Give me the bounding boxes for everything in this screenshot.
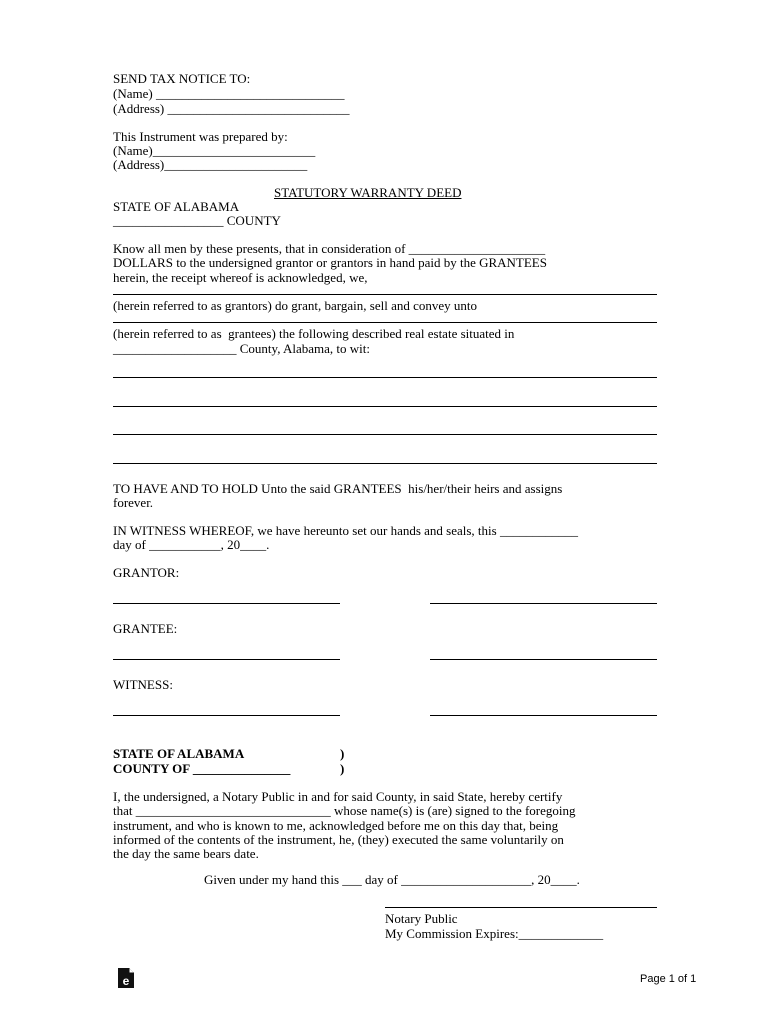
notary-signature-line [385, 907, 657, 908]
legal-description-rule-4 [113, 463, 657, 464]
grantee-signature-line-1 [113, 659, 340, 660]
notary-state-paren: ) [340, 746, 345, 761]
tax-notice-name-field: (Name) _____________________________ [113, 86, 345, 101]
notary-county-paren: ) [340, 761, 345, 776]
notary-text-line-3: instrument, and who is known to me, acknowledged before me on this day that, being [113, 818, 559, 833]
notary-text-line-2: that ______________________________ whose name(s) is (are) signed to the foregoing [113, 803, 576, 818]
grantor-label: GRANTOR: [113, 565, 180, 580]
prepared-by-heading: This Instrument was prepared by: [113, 129, 288, 144]
state-line: STATE OF ALABAMA [113, 199, 240, 214]
notary-text-line-4: informed of the contents of the instrument, he, (they) executed the same voluntarily on [113, 832, 564, 847]
given-under-hand-line: Given under my hand this ___ day of ____________________, 20____. [204, 872, 580, 887]
county-wit-line: ___________________ County, Alabama, to wit: [113, 341, 370, 356]
grantee-label: GRANTEE: [113, 621, 178, 636]
grantor-signature-line-2 [430, 603, 657, 604]
svg-text:e: e [122, 974, 130, 988]
document-title: STATUTORY WARRANTY DEED [274, 185, 462, 200]
consideration-line-1: Know all men by these presents, that in consideration of _____________________ [113, 241, 546, 256]
grantees-clause: (herein referred to as grantees) the following described real estate situated in [113, 326, 515, 341]
habendum-line-1: TO HAVE AND TO HOLD Unto the said GRANTEES his/her/their heirs and assigns [113, 481, 563, 496]
notary-county: COUNTY OF _______________ [113, 761, 291, 776]
notary-state: STATE OF ALABAMA [113, 746, 245, 761]
grantors-name-rule [113, 294, 657, 295]
grantee-signature-line-2 [430, 659, 657, 660]
prepared-by-address-field: (Address)______________________ [113, 157, 308, 172]
eforms-logo-icon [116, 967, 136, 989]
grantors-clause: (herein referred to as grantors) do grant, bargain, sell and convey unto [113, 298, 477, 313]
page-number: Page 1 of 1 [640, 973, 697, 985]
legal-description-rule-2 [113, 406, 657, 407]
commission-expires-line: My Commission Expires:_____________ [385, 926, 604, 941]
prepared-by-name-field: (Name)_________________________ [113, 143, 316, 158]
notary-text-line-5: the day the same bears date. [113, 846, 259, 861]
witness-whereof-line-1: IN WITNESS WHEREOF, we have hereunto set our hands and seals, this ____________ [113, 523, 578, 538]
witness-signature-line-2 [430, 715, 657, 716]
habendum-line-2: forever. [113, 495, 154, 510]
county-line: _________________ COUNTY [113, 213, 281, 228]
legal-description-rule-1 [113, 377, 657, 378]
grantor-signature-line-1 [113, 603, 340, 604]
witness-signature-line-1 [113, 715, 340, 716]
consideration-line-2: DOLLARS to the undersigned grantor or grantors in hand paid by the GRANTEES [113, 255, 547, 270]
consideration-line-3: herein, the receipt whereof is acknowledged, we, [113, 270, 368, 285]
notary-text-line-1: I, the undersigned, a Notary Public in and for said County, in said State, hereby certify [113, 789, 563, 804]
witness-whereof-line-2: day of ___________, 20____. [113, 537, 270, 552]
witness-label: WITNESS: [113, 677, 173, 692]
notary-public-label: Notary Public [385, 911, 458, 926]
legal-description-rule-3 [113, 434, 657, 435]
tax-notice-address-field: (Address) ____________________________ [113, 101, 350, 116]
send-tax-notice-heading: SEND TAX NOTICE TO: [113, 71, 251, 86]
grantees-name-rule [113, 322, 657, 323]
